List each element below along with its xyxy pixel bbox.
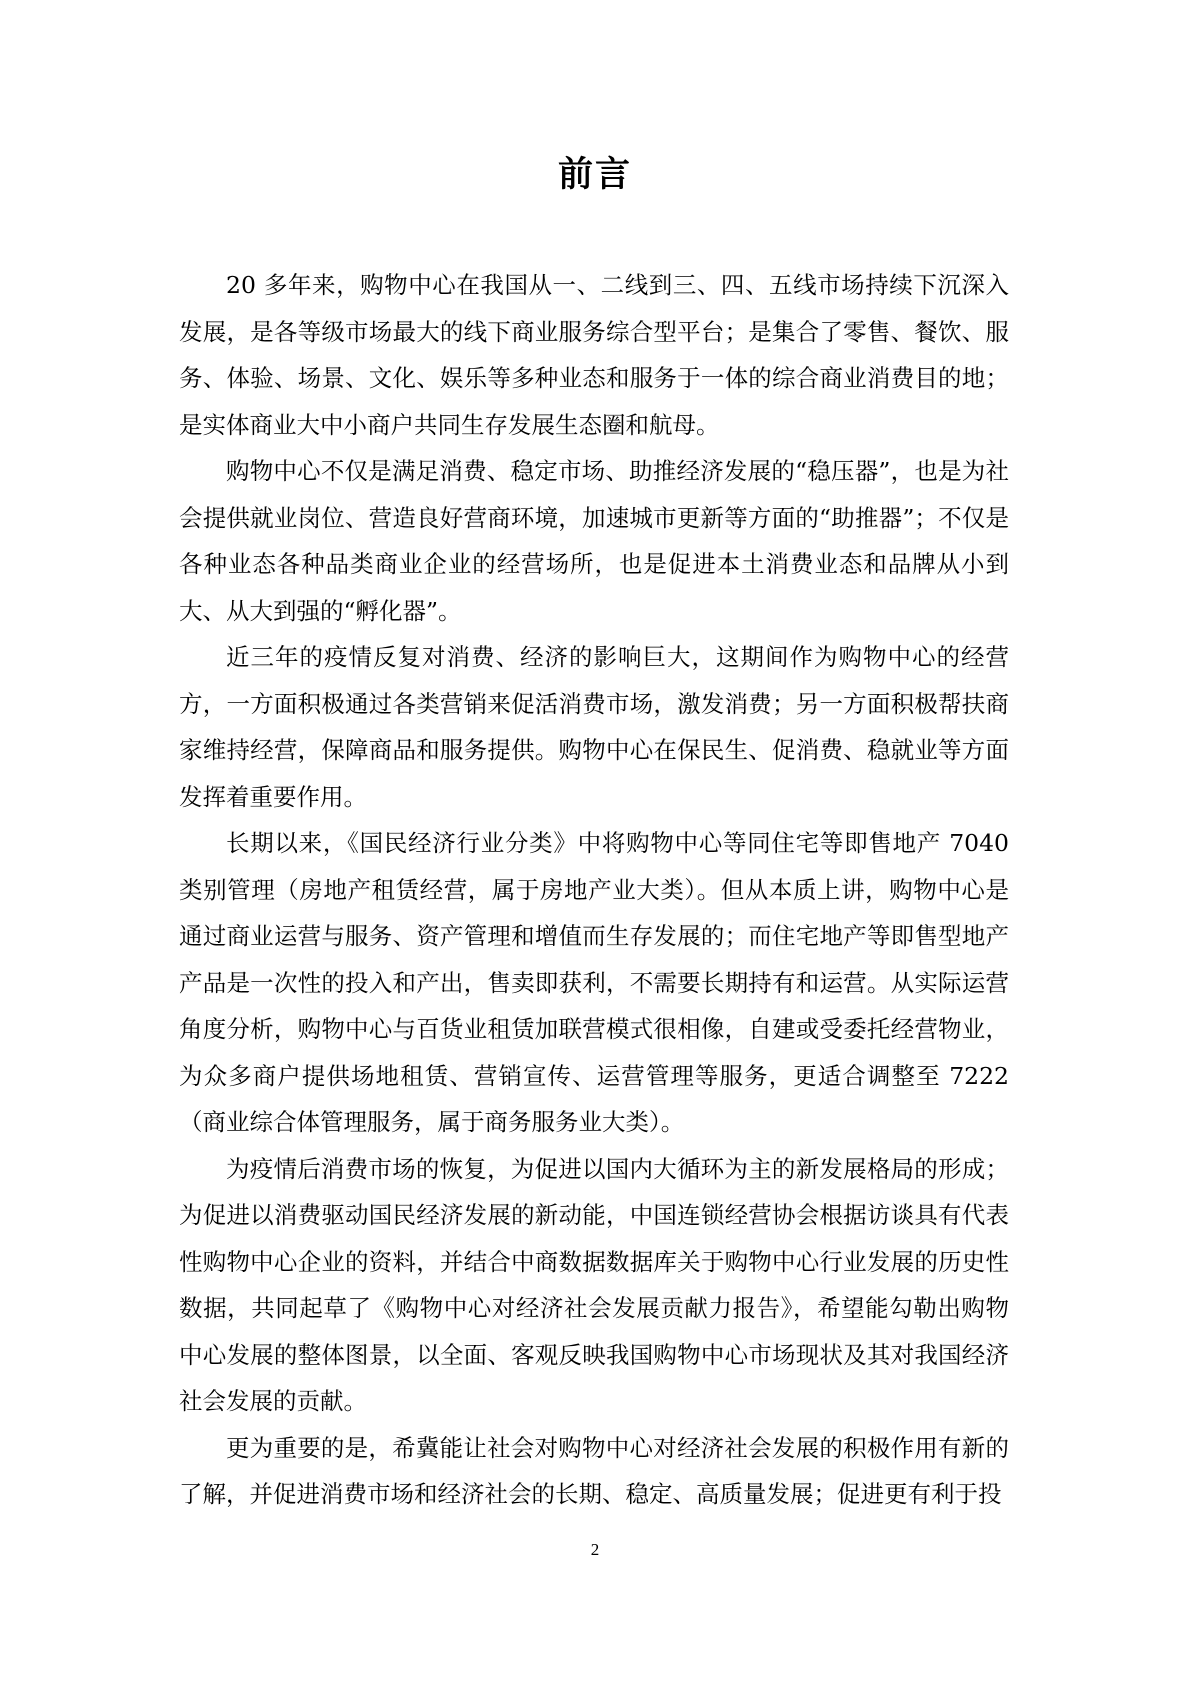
- paragraph-4: 长期以来，《国民经济行业分类》中将购物中心等同住宅等即售地产 7040 类别管理（房地产租赁经营，属于房地产业大类）。但从本质上讲，购物中心是通过商业运营与服务、资产管理和增值而生存发展的；而住宅地产等即售型地产产品是一次性的投入和产出，售卖即获利，不需要长期持有和运营。从实际运营角度分析，购物中心与百货业租赁加联营模式很相像，自建或受委托经营物业，为众多商户提供场地租赁、营销宣传、运营管理等服务，更适合调整至 7222（商业综合体管理服务，属于商务服务业大类）。: [179, 829, 1009, 1136]
- paragraph-2: 购物中心不仅是满足消费、稳定市场、助推经济发展的“稳压器”，也是为社会提供就业岗位、营造良好营商环境，加速城市更新等方面的“助推器”；不仅是各种业态各种品类商业企业的经营场所，也是促进本土消费业态和品牌从小到大、从大到强的“孵化器”。: [179, 457, 1009, 625]
- paragraph-6: 更为重要的是，希冀能让社会对购物中心对经济社会发展的积极作用有新的了解，并促进消费市场和经济社会的长期、稳定、高质量发展；促进更有利于投: [179, 1433, 1009, 1508]
- body-text: [179, 262, 1009, 1518]
- paragraph-1: 20 多年来，购物中心在我国从一、二线到三、四、五线市场持续下沉深入发展，是各等级市场最大的线下商业服务综合型平台；是集合了零售、餐饮、服务、体验、场景、文化、娱乐等多种业态和服务于一体的综合商业消费目的地；是实体商业大中小商户共同生存发展生态圈和航母。: [179, 271, 1009, 439]
- paragraph-3: 近三年的疫情反复对消费、经济的影响巨大，这期间作为购物中心的经营方，一方面积极通过各类营销来促活消费市场，激发消费；另一方面积极帮扶商家维持经营，保障商品和服务提供。购物中心在保民生、促消费、稳就业等方面发挥着重要作用。: [179, 643, 1009, 811]
- page-title: 前言: [557, 155, 632, 195]
- paragraph-5: 为疫情后消费市场的恢复，为促进以国内大循环为主的新发展格局的形成；为促进以消费驱动国民经济发展的新动能，中国连锁经营协会根据访谈具有代表性购物中心企业的资料，并结合中商数据数据库关于购物中心行业发展的历史性数据，共同起草了《购物中心对经济社会发展贡献力报告》，希望能勾勒出购物中心发展的整体图景，以全面、客观反映我国购物中心市场现状及其对我国经济社会发展的贡献。: [179, 1154, 1009, 1415]
- page-number: 2: [590, 1540, 600, 1559]
